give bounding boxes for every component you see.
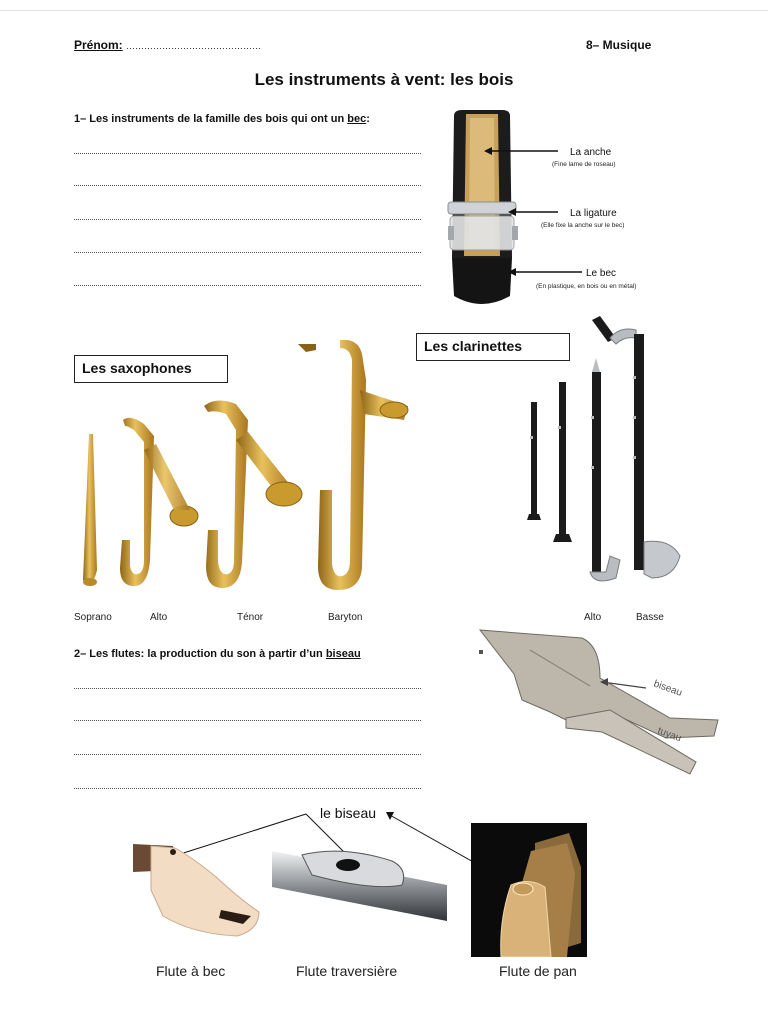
answer-line[interactable]	[74, 720, 421, 721]
recorder-image	[133, 840, 263, 944]
diagram-tuyau-label: tuyau	[655, 725, 683, 745]
label-anche: La anche	[570, 147, 612, 158]
page-title: Les instruments à vent: les bois	[254, 70, 514, 89]
answer-line[interactable]	[74, 754, 421, 755]
clarinet-label-basse: Basse	[636, 612, 664, 623]
lesson-number: 8– Musique	[586, 38, 652, 52]
question-1-text: 1– Les instruments de la famille des bois qui ont un	[74, 113, 348, 125]
biseau-diagram	[470, 616, 730, 776]
diagram-biseau-label: biseau	[651, 678, 684, 699]
question-1-keyword: bec	[347, 113, 367, 125]
mouthpiece-arrows	[440, 108, 608, 288]
answer-line[interactable]	[74, 788, 421, 789]
question-2-keyword: biseau	[325, 648, 361, 660]
question-1-suffix: :	[366, 113, 370, 125]
label-ligature: La ligature	[570, 208, 617, 219]
clarinet-label-alto: Alto	[584, 612, 602, 623]
sax-label-tenor: Ténor	[237, 612, 264, 623]
answer-line[interactable]	[74, 252, 421, 253]
label-bec: Le bec	[586, 268, 617, 279]
note-ligature: (Elle fixe la anche sur le bec)	[541, 222, 625, 229]
clarinets-title-box: Les clarinettes	[416, 333, 570, 361]
pan-flute-image	[471, 823, 587, 957]
flute-label-bec: Flute à bec	[156, 963, 226, 979]
saxophones-image	[70, 340, 420, 595]
flute-label-pan: Flute de pan	[499, 963, 577, 979]
prenom-field	[74, 38, 261, 52]
question-1	[74, 113, 370, 125]
biseau-label: le biseau	[320, 805, 377, 821]
answer-line[interactable]	[74, 153, 421, 154]
answer-line[interactable]	[74, 285, 421, 286]
question-2	[74, 648, 361, 660]
note-anche: (Fine lame de roseau)	[552, 161, 616, 168]
prenom-dots: ………………………………………	[126, 41, 262, 51]
note-bec: (En plastique, en bois ou en métal)	[536, 283, 637, 290]
clarinets-image	[520, 316, 700, 596]
sax-label-alto: Alto	[150, 612, 168, 623]
question-2-text: 2– Les flutes: la production du son à partir d’un	[74, 648, 326, 660]
sax-label-baryton: Baryton	[328, 612, 363, 623]
page-top-border	[0, 10, 768, 11]
answer-line[interactable]	[74, 688, 421, 689]
saxophones-title-box: Les saxophones	[74, 355, 228, 383]
sax-label-soprano: Soprano	[74, 612, 112, 623]
answer-line[interactable]	[74, 185, 421, 186]
flute-label-traversiere: Flute traversière	[296, 963, 398, 979]
prenom-label: Prénom:	[74, 38, 123, 52]
answer-line[interactable]	[74, 219, 421, 220]
transverse-flute-image	[272, 845, 447, 925]
